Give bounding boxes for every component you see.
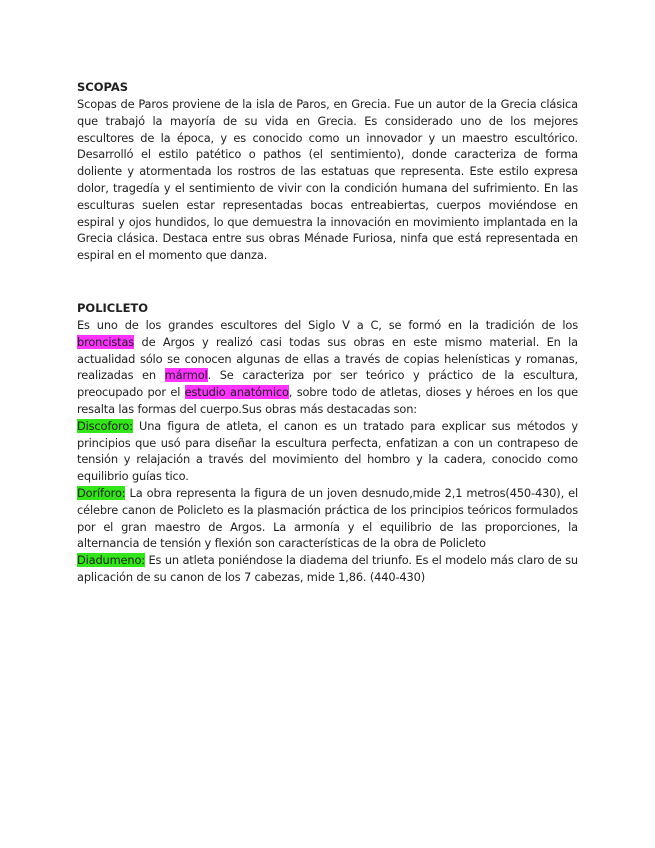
- heading-policleto: POLICLETO: [77, 300, 149, 315]
- intro-text: Es uno de los grandes escultores del Siglo V a C, se formó en la tradición de los: [77, 317, 578, 332]
- intro-text: . Se caracteriza por ser teórico y práctico de la escultura, preocupado por el: [77, 368, 578, 400]
- paragraph-scopas: Scopas de Paros proviene de la isla de Paros, en Grecia. Fue un autor de la Grecia clásica que trabajó la mayoría de su vida en Grecia. Es considerado uno de los mejores escultores de la época, y es conocido como un innovador y un maestro escultórico. Desarrolló el estilo patético o pathos (el sentimiento), donde caracteriza de forma doliente y atormentada los rostros de las estatuas que representa. Este estilo expresa dolor, tragedía y el sentimiento de vivir con la condición humana del sufrimiento. En las esculturas suelen estar representadas bocas entreabiertas, cuerpos moviéndose en espiral y ojos hundidos, lo que demuestra la innovación en movimiento implantada en la Grecia clásica. Destaca entre sus obras Ménade Furiosa, ninfa que está representada en espiral en el momento que danza.: [77, 97, 578, 263]
- work-name-discoforo: Discoforo:: [77, 418, 133, 433]
- document-page: [77, 79, 578, 586]
- paragraph-doriforo: [77, 485, 578, 552]
- paragraph-diadumeno: [77, 552, 578, 586]
- heading-scopas: SCOPAS: [77, 80, 129, 94]
- work-description: Una figura de atleta, el canon es un tratado para explicar sus métodos y principios que usó para diseñar la escultura perfecta, enfatizan a con un contrapeso de tensión y relajación a través del movimiento del hombro y la cadera, conocido como equilibrio guías tico.: [77, 418, 578, 484]
- highlight-estudio-anatomico: estudio anatómico: [184, 385, 289, 400]
- highlight-marmol: mármol: [164, 368, 208, 383]
- paragraph-policleto-intro: [77, 317, 578, 418]
- work-name-doriforo: Doríforo:: [77, 485, 126, 500]
- intro-text: , sobre todo de atletas, dioses y héroes en los que resalta las formas del cuerpo.Sus obras más destacadas son:: [77, 385, 579, 416]
- work-name-diadumeno: Diadumeno:: [77, 553, 145, 568]
- intro-text: de Argos y realizó casi todas sus obras en este mismo material. En la actualidad sólo se conocen algunas de ellas a través de copias helenísticas y romanas, realizadas en: [77, 334, 578, 383]
- section-scopas: [77, 79, 578, 264]
- section-policleto: [77, 300, 578, 586]
- work-description: Es un atleta poniéndose la diadema del triunfo. Es el modelo más claro de su aplicación de su canon de los 7 cabezas, mide 1,86. (440-430): [77, 553, 578, 584]
- work-description: La obra representa la figura de un joven desnudo,mide 2,1 metros(450-430), el célebre canon de Policleto es la plasmación práctica de los principios teóricos formulados por el gran maestro de Argos. La armonía y el equilibrio de las proporciones, la alternancia de tensión y flexión son características de la obra de Policleto: [77, 485, 578, 551]
- paragraph-discoforo: [77, 418, 578, 485]
- highlight-broncistas: broncistas: [77, 334, 135, 349]
